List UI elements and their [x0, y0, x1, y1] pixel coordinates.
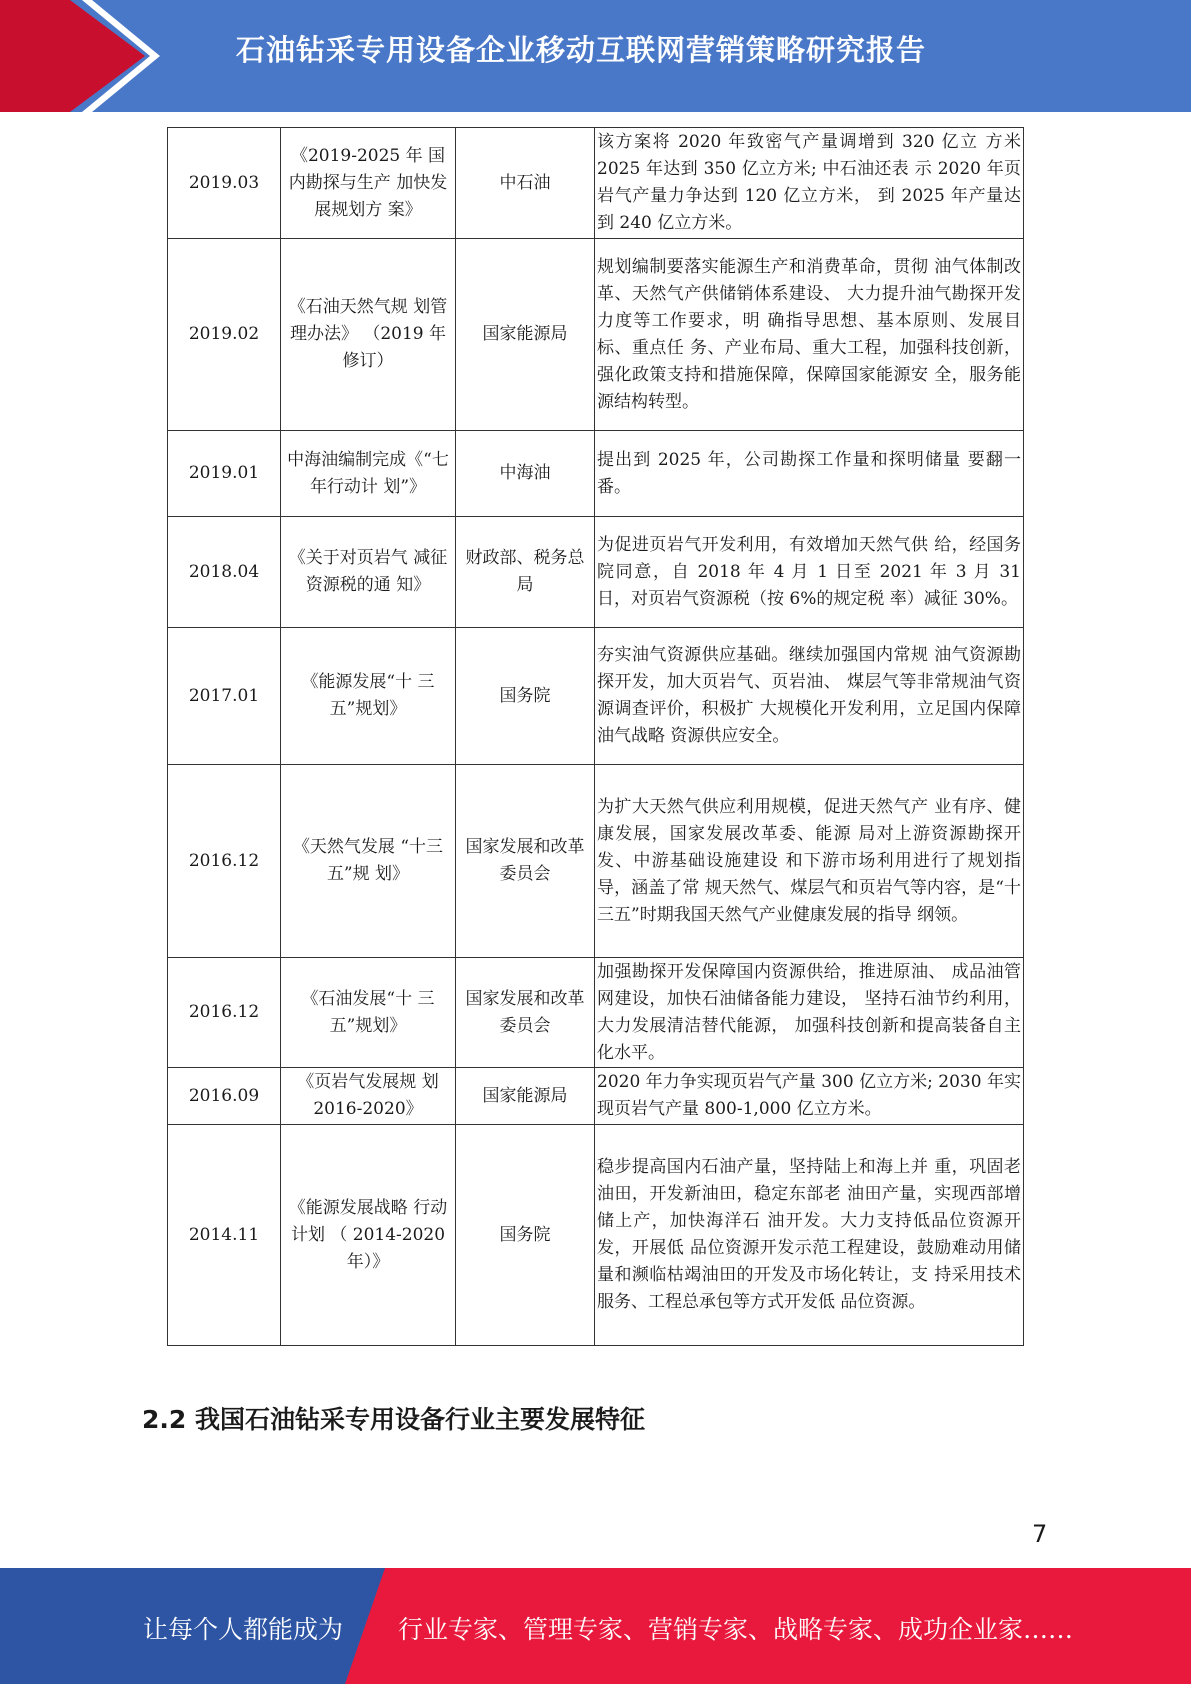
- issuer-cell: 中石油: [456, 128, 595, 239]
- content-cell: 为促进页岩气开发利用，有效增加天然气供 给，经国务院同意，自 2018 年 4 月 1 日至 2021 年 3 月 31 日，对页岩气资源税（按 6%的规定税 率）减征 30%。: [595, 517, 1024, 628]
- content-cell: 加强勘探开发保障国内资源供给，推进原油、 成品油管网建设，加快石油储备能力建设， 坚持石油节约利用，大力发展清洁替代能源， 加强科技创新和提高装备自主化水平。: [595, 958, 1024, 1068]
- date-cell: 2016.09: [168, 1068, 281, 1125]
- content-cell: 稳步提高国内石油产量，坚持陆上和海上并 重，巩固老油田，开发新油田，稳定东部老 油田产量，实现西部增储上产，加快海洋石 油开发。大力支持低品位资源开发，开展低 品位资源开发示范工程建设，鼓励难动用储 量和濒临枯竭油田的开发及市场化转让，支 持采用技术服务、工程总承包等方式开发低 品位资源。: [595, 1125, 1024, 1346]
- document-cell: 《关于对页岩气 减征资源税的通 知》: [281, 517, 456, 628]
- issuer-cell: 国务院: [456, 628, 595, 765]
- date-cell: 2019.01: [168, 431, 281, 517]
- document-cell: 《2019-2025 年 国内勘探与生产 加快发展规划方 案》: [281, 128, 456, 239]
- content-cell: 该方案将 2020 年致密气产量调增到 320 亿立 方米 2025 年达到 350 亿立方米; 中石油还表 示 2020 年页岩气产量力争达到 120 亿立方米， 到 2025 年产量达到 240 亿立方米。: [595, 128, 1024, 239]
- document-cell: 《石油发展“十 三五”规划》: [281, 958, 456, 1068]
- section-heading: 2.2 我国石油钻采专用设备行业主要发展特征: [142, 1405, 645, 1434]
- document-cell: 中海油编制完成《“七年行动计 划”》: [281, 431, 456, 517]
- issuer-cell: 国家能源局: [456, 239, 595, 431]
- content-cell: 夯实油气资源供应基础。继续加强国内常规 油气资源勘探开发，加大页岩气、页岩油、 煤层气等非常规油气资源调查评价，积极扩 大规模化开发利用，立足国内保障油气战略 资源供应安全。: [595, 628, 1024, 765]
- date-cell: 2016.12: [168, 958, 281, 1068]
- table-row: [168, 628, 1024, 765]
- page-number: 7: [1032, 1520, 1048, 1548]
- issuer-cell: 财政部、税务总局: [456, 517, 595, 628]
- table-row: [168, 1068, 1024, 1125]
- table-row: [168, 431, 1024, 517]
- content-cell: 规划编制要落实能源生产和消费革命，贯彻 油气体制改革、天然气产供储销体系建设、 大力提升油气勘探开发力度等工作要求，明 确指导思想、基本原则、发展目标、重点任 务、产业布局、重大工程，加强科技创新， 强化政策支持和措施保障，保障国家能源安 全，服务能源结构转型。: [595, 239, 1024, 431]
- policy-table: [167, 127, 1024, 1346]
- issuer-cell: 国家发展和改革委员会: [456, 958, 595, 1068]
- date-cell: 2017.01: [168, 628, 281, 765]
- table-row: [168, 239, 1024, 431]
- date-cell: 2018.04: [168, 517, 281, 628]
- document-cell: 《石油天然气规 划管理办法》 （2019 年修订）: [281, 239, 456, 431]
- date-cell: 2014.11: [168, 1125, 281, 1346]
- issuer-cell: 中海油: [456, 431, 595, 517]
- issuer-cell: 国务院: [456, 1125, 595, 1346]
- table-row: [168, 128, 1024, 239]
- document-cell: 《能源发展战略 行动计划 （ 2014-2020 年）》: [281, 1125, 456, 1346]
- date-cell: 2016.12: [168, 765, 281, 958]
- header-red-arrow: [0, 0, 150, 112]
- date-cell: 2019.02: [168, 239, 281, 431]
- table-row: [168, 1125, 1024, 1346]
- footer-slogan-left: 让每个人都能成为: [143, 1615, 344, 1644]
- footer-slogan-right: 行业专家、管理专家、营销专家、战略专家、成功企业家……: [398, 1615, 1074, 1644]
- date-cell: 2019.03: [168, 128, 281, 239]
- table-row: [168, 517, 1024, 628]
- content-cell: 为扩大天然气供应利用规模，促进天然气产 业有序、健康发展，国家发展改革委、能源 局对上游资源勘探开发、中游基础设施建设 和下游市场利用进行了规划指导，涵盖了常 规天然气、煤层气和页岩气等内容，是“十 三五”时期我国天然气产业健康发展的指导 纲领。: [595, 765, 1024, 958]
- issuer-cell: 国家能源局: [456, 1068, 595, 1125]
- document-cell: 《天然气发展 “十三五”规 划》: [281, 765, 456, 958]
- content-cell: 2020 年力争实现页岩气产量 300 亿立方米; 2030 年实现页岩气产量 800-1,000 亿立方米。: [595, 1068, 1024, 1125]
- report-title: 石油钻采专用设备企业移动互联网营销策略研究报告: [236, 33, 927, 67]
- table-row: [168, 958, 1024, 1068]
- header-banner: [0, 0, 1191, 112]
- content-cell: 提出到 2025 年，公司勘探工作量和探明储量 要翻一番。: [595, 431, 1024, 517]
- footer-banner: [0, 1568, 1191, 1684]
- document-cell: 《能源发展“十 三五”规划》: [281, 628, 456, 765]
- issuer-cell: 国家发展和改革委员会: [456, 765, 595, 958]
- document-cell: 《页岩气发展规 划 2016-2020》: [281, 1068, 456, 1125]
- table-row: [168, 765, 1024, 958]
